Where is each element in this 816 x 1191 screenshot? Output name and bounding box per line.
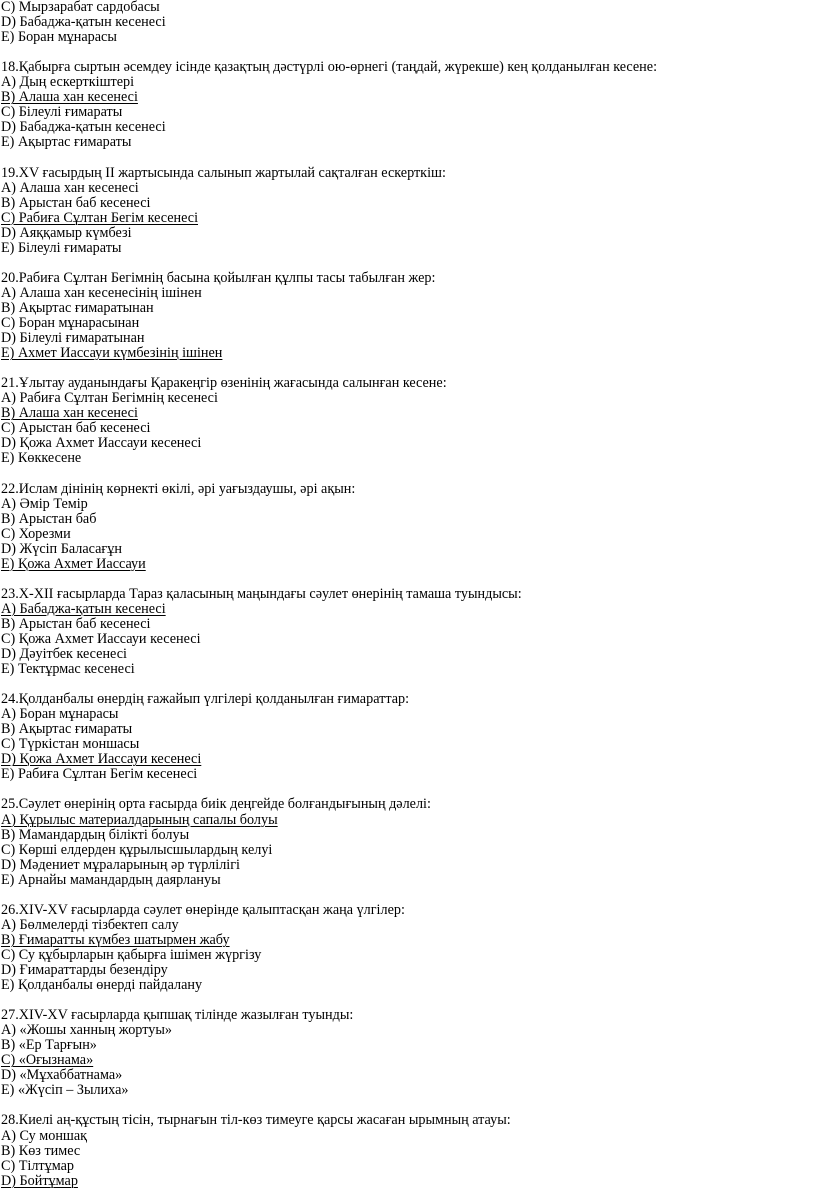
question-block bbox=[1, 60, 816, 150]
answer-text: D) Дәуітбек кесенесі bbox=[1, 646, 127, 663]
answer-option bbox=[1, 1174, 816, 1189]
answer-option bbox=[1, 813, 816, 828]
answer-text: E) «Жүсіп – Зылиха» bbox=[1, 1082, 129, 1099]
answer-option bbox=[1, 15, 816, 30]
answer-option bbox=[1, 918, 816, 933]
answer-text: A) Боран мұнарасы bbox=[1, 706, 119, 723]
question-block bbox=[1, 1113, 816, 1188]
answer-text: E) Рабиға Сұлтан Бегім кесенесі bbox=[1, 766, 198, 783]
answer-text: D) Ғимараттарды безендіру bbox=[1, 962, 168, 978]
answer-text: E) Тектұрмас кесенесі bbox=[1, 661, 135, 678]
answer-text: D) Аяққамыр күмбезі bbox=[1, 224, 132, 241]
answer-option bbox=[1, 1053, 816, 1068]
answer-option bbox=[1, 933, 816, 948]
answer-text: A) Бөлмелерді тізбектеп салу bbox=[1, 916, 179, 933]
answer-option bbox=[1, 120, 816, 135]
question-text: 18.Қабырға сыртын әсемдеу ісінде қазақтың дәстүрлі ою-өрнегі (таңдай, жүрекше) кең қолданылған кесене: bbox=[1, 59, 658, 76]
answer-text: C) Хорезми bbox=[1, 525, 71, 542]
answer-text: B) Ақыртас ғимараты bbox=[1, 721, 133, 738]
correct-answer-text: B) Алаша хан кесенесі bbox=[1, 89, 138, 106]
answer-option bbox=[1, 963, 816, 978]
answer-option bbox=[1, 512, 816, 527]
question-spacer bbox=[1, 150, 816, 165]
answer-option bbox=[1, 527, 816, 542]
answer-option bbox=[1, 767, 816, 782]
answer-option bbox=[1, 226, 816, 241]
question-spacer bbox=[1, 888, 816, 903]
answer-text: B) Көз тимес bbox=[1, 1142, 81, 1159]
correct-answer-text: C) Рабиға Сұлтан Бегім кесенесі bbox=[1, 209, 199, 226]
answer-text: E) Қолданбалы өнерді пайдалану bbox=[1, 977, 203, 994]
answer-option bbox=[1, 632, 816, 647]
question-spacer bbox=[1, 572, 816, 587]
answer-text: A) Рабиға Сұлтан Бегімнің кесенесі bbox=[1, 390, 218, 407]
answer-option bbox=[1, 75, 816, 90]
intro-options bbox=[1, 0, 816, 45]
correct-answer-text: D) Бойтұмар bbox=[1, 1172, 78, 1189]
answer-option bbox=[1, 346, 816, 361]
answer-text: E) Көккесене bbox=[1, 450, 82, 467]
correct-answer-text: E) Қожа Ахмет Иассауи bbox=[1, 555, 146, 572]
answer-option bbox=[1, 105, 816, 120]
answer-option bbox=[1, 286, 816, 301]
answer-option bbox=[1, 978, 816, 993]
answer-option bbox=[1, 557, 816, 572]
correct-answer-text: A) Құрылыс материалдарының сапалы болуы bbox=[1, 811, 278, 828]
answer-text: B) Ақыртас ғимаратынан bbox=[1, 299, 154, 316]
answer-option bbox=[1, 828, 816, 843]
answer-text: A) Алаша хан кесенесінің ішінен bbox=[1, 284, 202, 301]
answer-text: C) Мырзарабат сардобасы bbox=[1, 0, 160, 15]
answer-option bbox=[1, 451, 816, 466]
correct-answer-text: D) Қожа Ахмет Иассауи кесенесі bbox=[1, 751, 202, 768]
answer-option bbox=[1, 843, 816, 858]
answer-option bbox=[1, 858, 816, 873]
answer-option bbox=[1, 1144, 816, 1159]
answer-option bbox=[1, 196, 816, 211]
answer-option bbox=[1, 707, 816, 722]
answer-option bbox=[1, 1159, 816, 1174]
question-block bbox=[1, 587, 816, 677]
answer-option bbox=[1, 722, 816, 737]
answer-option bbox=[1, 497, 816, 512]
correct-answer-text: C) «Оғызнама» bbox=[1, 1052, 94, 1069]
answer-text: C) Білеулі ғимараты bbox=[1, 104, 123, 121]
answer-option bbox=[1, 90, 816, 105]
question-block bbox=[1, 1008, 816, 1098]
answer-text: D) Мәдениет мұраларының әр түрлілігі bbox=[1, 856, 240, 873]
question-spacer bbox=[1, 361, 816, 376]
answer-text: D) Бабаджа-қатын кесенесі bbox=[1, 14, 166, 31]
question-spacer bbox=[1, 782, 816, 797]
question-block bbox=[1, 271, 816, 361]
answer-text: A) Су моншақ bbox=[1, 1127, 88, 1144]
answer-text: D) Қожа Ахмет Иассауи кесенесі bbox=[1, 435, 202, 452]
answer-option bbox=[1, 542, 816, 557]
question-block bbox=[1, 692, 816, 782]
answer-text: E) Боран мұнарасы bbox=[1, 29, 117, 46]
answer-option bbox=[1, 1083, 816, 1098]
answer-option bbox=[1, 873, 816, 888]
question-spacer bbox=[1, 256, 816, 271]
answer-text: E) Білеулі ғимараты bbox=[1, 239, 122, 256]
question-spacer bbox=[1, 466, 816, 481]
answer-option bbox=[1, 647, 816, 662]
answer-option bbox=[1, 1068, 816, 1083]
question-spacer bbox=[1, 993, 816, 1008]
question-block bbox=[1, 797, 816, 887]
answer-text: C) Тілтұмар bbox=[1, 1157, 74, 1174]
question-text: 19.XV ғасырдың II жартысында салынып жартылай сақталған ескерткіш: bbox=[1, 164, 446, 181]
answer-option bbox=[1, 617, 816, 632]
question-text: 20.Рабиға Сұлтан Бегімнің басына қойылған құлпы тасы табылған жер: bbox=[1, 269, 436, 286]
answer-option bbox=[1, 1038, 816, 1053]
answer-option bbox=[1, 135, 816, 150]
answer-option bbox=[1, 1023, 816, 1038]
answer-text: A) Алаша хан кесенесі bbox=[1, 179, 139, 196]
question-text: 22.Ислам дінінің көрнекті өкілі, әрі уағыздаушы, әрі ақын: bbox=[1, 480, 356, 497]
answer-option bbox=[1, 30, 816, 45]
answer-option bbox=[1, 662, 816, 677]
question-text: 23.X-XII ғасырларда Тараз қаласының маңындағы сәулет өнерінің тамаша туындысы: bbox=[1, 585, 522, 602]
answer-text: B) Арыстан баб кесенесі bbox=[1, 615, 151, 632]
answer-option bbox=[1, 752, 816, 767]
question-spacer bbox=[1, 677, 816, 692]
answer-text: B) «Ер Тарғын» bbox=[1, 1037, 97, 1054]
correct-answer-text: E) Ахмет Иассауи күмбезінің ішінен bbox=[1, 345, 223, 362]
answer-text: D) «Мұхаббатнама» bbox=[1, 1067, 123, 1084]
correct-answer-text: A) Бабаджа-қатын кесенесі bbox=[1, 600, 166, 617]
answer-text: D) Жүсіп Баласағұн bbox=[1, 540, 122, 557]
question-spacer bbox=[1, 1098, 816, 1113]
answer-option bbox=[1, 421, 816, 436]
answer-option bbox=[1, 1129, 816, 1144]
answer-text: D) Білеулі ғимаратынан bbox=[1, 330, 145, 347]
question-text: 27.XIV-XV ғасырларда қыпшақ тілінде жазылған туынды: bbox=[1, 1007, 354, 1024]
answer-option bbox=[1, 391, 816, 406]
question-list bbox=[1, 45, 816, 1189]
answer-option bbox=[1, 436, 816, 451]
answer-text: D) Бабаджа-қатын кесенесі bbox=[1, 119, 166, 136]
answer-option bbox=[1, 331, 816, 346]
answer-text: C) Көрші елдерден құрылысшылардың келуі bbox=[1, 841, 273, 858]
correct-answer-text: B) Алаша хан кесенесі bbox=[1, 405, 138, 422]
answer-text: C) Арыстан баб кесенесі bbox=[1, 420, 151, 437]
answer-option bbox=[1, 181, 816, 196]
answer-text: C) Су құбырларын қабырға ішімен жүргізу bbox=[1, 946, 262, 963]
question-block bbox=[1, 482, 816, 572]
question-text: 26.XIV-XV ғасырларда сәулет өнерінде қалыптасқан жаңа үлгілер: bbox=[1, 901, 405, 918]
answer-option bbox=[1, 241, 816, 256]
answer-option bbox=[1, 316, 816, 331]
question-text: 21.Ұлытау ауданындағы Қаракеңгір өзенінің жағасында салынған кесене: bbox=[1, 375, 447, 392]
answer-text: A) Әмір Темір bbox=[1, 495, 88, 512]
answer-text: B) Арыстан баб bbox=[1, 510, 97, 527]
answer-option bbox=[1, 211, 816, 226]
answer-option bbox=[1, 737, 816, 752]
answer-text: B) Мамандардың білікті болуы bbox=[1, 826, 190, 843]
answer-text: C) Түркістан моншасы bbox=[1, 736, 140, 753]
answer-option bbox=[1, 602, 816, 617]
answer-option bbox=[1, 0, 816, 15]
answer-text: A) Дың ескерткіштері bbox=[1, 74, 135, 91]
answer-option bbox=[1, 948, 816, 963]
correct-answer-text: B) Ғимаратты күмбез шатырмен жабу bbox=[1, 931, 230, 948]
answer-text: C) Боран мұнарасынан bbox=[1, 314, 140, 331]
answer-option bbox=[1, 406, 816, 421]
answer-text: C) Қожа Ахмет Иассауи кесенесі bbox=[1, 630, 201, 647]
question-spacer bbox=[1, 45, 816, 60]
answer-text: E) Арнайы мамандардың даярлануы bbox=[1, 871, 221, 888]
answer-text: E) Ақыртас ғимараты bbox=[1, 134, 132, 151]
question-text: 24.Қолданбалы өнердің ғажайып үлгілері қолданылған ғимараттар: bbox=[1, 691, 410, 708]
question-text: 28.Киелі аң-құстың тісін, тырнағын тіл-көз тимеуге қарсы жасаған ырымның атауы: bbox=[1, 1112, 511, 1129]
question-block bbox=[1, 376, 816, 466]
question-block bbox=[1, 903, 816, 993]
question-text: 25.Сәулет өнерінің орта ғасырда биік деңгейде болғандығының дәлелі: bbox=[1, 796, 431, 813]
answer-text: A) «Жошы ханның жортуы» bbox=[1, 1022, 172, 1039]
answer-text: B) Арыстан баб кесенесі bbox=[1, 194, 151, 211]
answer-option bbox=[1, 301, 816, 316]
question-block bbox=[1, 166, 816, 256]
